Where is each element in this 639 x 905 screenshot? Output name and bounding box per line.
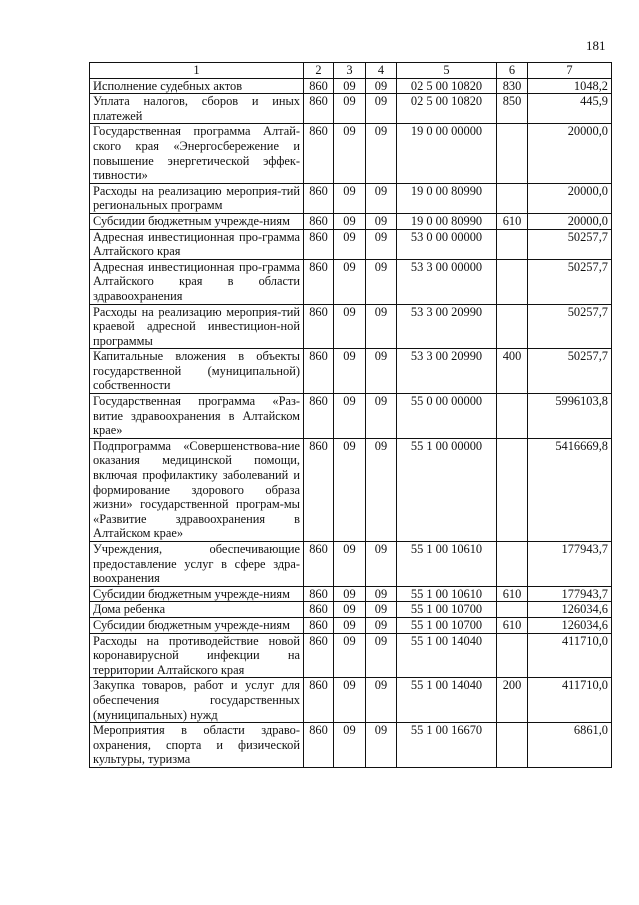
column-header: 3 xyxy=(334,63,366,79)
expense-type-cell xyxy=(497,304,528,349)
ministry-code-cell: 860 xyxy=(304,723,334,768)
subsection-code-cell: 09 xyxy=(366,304,397,349)
ministry-code-cell: 860 xyxy=(304,438,334,541)
row-name-cell: Субсидии бюджетным учрежде-ниям xyxy=(90,617,304,633)
expense-type-cell: 610 xyxy=(497,213,528,229)
target-article-cell: 55 0 00 00000 xyxy=(397,394,497,439)
amount-cell: 1048,2 xyxy=(528,78,612,94)
amount-cell: 50257,7 xyxy=(528,349,612,394)
row-name-cell: Учреждения, обеспечивающие предоставление услуг в сфере здра-воохранения xyxy=(90,542,304,587)
ministry-code-cell: 860 xyxy=(304,259,334,304)
target-article-cell: 55 1 00 10700 xyxy=(397,617,497,633)
section-code-cell: 09 xyxy=(334,723,366,768)
amount-cell: 20000,0 xyxy=(528,213,612,229)
table-row xyxy=(90,438,612,541)
section-code-cell: 09 xyxy=(334,542,366,587)
amount-cell: 50257,7 xyxy=(528,304,612,349)
amount-cell: 411710,0 xyxy=(528,678,612,723)
row-name-cell: Государственная программа «Раз-витие здравоохранения в Алтайском крае» xyxy=(90,394,304,439)
section-code-cell: 09 xyxy=(334,394,366,439)
ministry-code-cell: 860 xyxy=(304,183,334,213)
section-code-cell: 09 xyxy=(334,586,366,602)
section-code-cell: 09 xyxy=(334,304,366,349)
amount-cell: 177943,7 xyxy=(528,586,612,602)
section-code-cell: 09 xyxy=(334,602,366,618)
column-header: 5 xyxy=(397,63,497,79)
amount-cell: 411710,0 xyxy=(528,633,612,678)
row-name-cell: Закупка товаров, работ и услуг для обеспечения государственных (муниципальных) нужд xyxy=(90,678,304,723)
table-row xyxy=(90,542,612,587)
table-row xyxy=(90,304,612,349)
target-article-cell: 02 5 00 10820 xyxy=(397,78,497,94)
subsection-code-cell: 09 xyxy=(366,229,397,259)
expense-type-cell: 830 xyxy=(497,78,528,94)
table-row xyxy=(90,94,612,124)
row-name-cell: Адресная инвестиционная про-грамма Алтайского края xyxy=(90,229,304,259)
expense-type-cell xyxy=(497,259,528,304)
row-name-cell: Адресная инвестиционная про-грамма Алтайского края в области здравоохранения xyxy=(90,259,304,304)
target-article-cell: 55 1 00 14040 xyxy=(397,633,497,678)
target-article-cell: 19 0 00 00000 xyxy=(397,124,497,183)
target-article-cell: 19 0 00 80990 xyxy=(397,183,497,213)
subsection-code-cell: 09 xyxy=(366,78,397,94)
section-code-cell: 09 xyxy=(334,259,366,304)
amount-cell: 5996103,8 xyxy=(528,394,612,439)
subsection-code-cell: 09 xyxy=(366,542,397,587)
expense-type-cell: 850 xyxy=(497,94,528,124)
ministry-code-cell: 860 xyxy=(304,602,334,618)
row-name-cell: Расходы на реализацию мероприя-тий региональных программ xyxy=(90,183,304,213)
section-code-cell: 09 xyxy=(334,349,366,394)
ministry-code-cell: 860 xyxy=(304,586,334,602)
ministry-code-cell: 860 xyxy=(304,394,334,439)
section-code-cell: 09 xyxy=(334,229,366,259)
target-article-cell: 53 3 00 00000 xyxy=(397,259,497,304)
expense-type-cell xyxy=(497,633,528,678)
column-header: 2 xyxy=(304,63,334,79)
ministry-code-cell: 860 xyxy=(304,78,334,94)
section-code-cell: 09 xyxy=(334,438,366,541)
table-row xyxy=(90,229,612,259)
amount-cell: 50257,7 xyxy=(528,259,612,304)
column-header: 6 xyxy=(497,63,528,79)
subsection-code-cell: 09 xyxy=(366,617,397,633)
ministry-code-cell: 860 xyxy=(304,94,334,124)
row-name-cell: Подпрограмма «Совершенствова-ние оказания медицинской помощи, включая профилактику заболеваний и формирование здорового образа жизни» государственной програм-мы «Развитие здравоохранения в Алтайском крае» xyxy=(90,438,304,541)
row-name-cell: Уплата налогов, сборов и иных платежей xyxy=(90,94,304,124)
section-code-cell: 09 xyxy=(334,633,366,678)
expense-type-cell xyxy=(497,723,528,768)
target-article-cell: 19 0 00 80990 xyxy=(397,213,497,229)
column-header: 1 xyxy=(90,63,304,79)
expense-type-cell xyxy=(497,183,528,213)
target-article-cell: 55 1 00 10610 xyxy=(397,542,497,587)
target-article-cell: 53 3 00 20990 xyxy=(397,304,497,349)
column-header: 4 xyxy=(366,63,397,79)
amount-cell: 5416669,8 xyxy=(528,438,612,541)
expense-type-cell: 200 xyxy=(497,678,528,723)
section-code-cell: 09 xyxy=(334,124,366,183)
row-name-cell: Субсидии бюджетным учрежде-ниям xyxy=(90,213,304,229)
amount-cell: 20000,0 xyxy=(528,124,612,183)
table-row xyxy=(90,617,612,633)
section-code-cell: 09 xyxy=(334,678,366,723)
table-row xyxy=(90,124,612,183)
target-article-cell: 02 5 00 10820 xyxy=(397,94,497,124)
row-name-cell: Капитальные вложения в объекты государственной (муниципальной) собственности xyxy=(90,349,304,394)
amount-cell: 445,9 xyxy=(528,94,612,124)
expense-type-cell xyxy=(497,542,528,587)
section-code-cell: 09 xyxy=(334,183,366,213)
ministry-code-cell: 860 xyxy=(304,678,334,723)
amount-cell: 20000,0 xyxy=(528,183,612,213)
expense-type-cell: 610 xyxy=(497,586,528,602)
subsection-code-cell: 09 xyxy=(366,633,397,678)
table-row xyxy=(90,723,612,768)
target-article-cell: 55 1 00 00000 xyxy=(397,438,497,541)
target-article-cell: 53 0 00 00000 xyxy=(397,229,497,259)
subsection-code-cell: 09 xyxy=(366,124,397,183)
section-code-cell: 09 xyxy=(334,78,366,94)
table-row xyxy=(90,586,612,602)
budget-table xyxy=(89,62,612,768)
row-name-cell: Расходы на реализацию мероприя-тий краевой адресной инвестицион-ной программы xyxy=(90,304,304,349)
target-article-cell: 55 1 00 16670 xyxy=(397,723,497,768)
expense-type-cell xyxy=(497,394,528,439)
subsection-code-cell: 09 xyxy=(366,602,397,618)
expense-type-cell xyxy=(497,229,528,259)
ministry-code-cell: 860 xyxy=(304,304,334,349)
table-header-row xyxy=(90,63,612,79)
ministry-code-cell: 860 xyxy=(304,542,334,587)
target-article-cell: 55 1 00 14040 xyxy=(397,678,497,723)
row-name-cell: Дома ребенка xyxy=(90,602,304,618)
ministry-code-cell: 860 xyxy=(304,349,334,394)
target-article-cell: 53 3 00 20990 xyxy=(397,349,497,394)
amount-cell: 6861,0 xyxy=(528,723,612,768)
row-name-cell: Субсидии бюджетным учрежде-ниям xyxy=(90,586,304,602)
table-row xyxy=(90,259,612,304)
subsection-code-cell: 09 xyxy=(366,394,397,439)
row-name-cell: Расходы на противодействие новой коронавирусной инфекции на территории Алтайского края xyxy=(90,633,304,678)
subsection-code-cell: 09 xyxy=(366,213,397,229)
table-row xyxy=(90,183,612,213)
amount-cell: 126034,6 xyxy=(528,617,612,633)
section-code-cell: 09 xyxy=(334,617,366,633)
subsection-code-cell: 09 xyxy=(366,183,397,213)
ministry-code-cell: 860 xyxy=(304,213,334,229)
table-row xyxy=(90,394,612,439)
ministry-code-cell: 860 xyxy=(304,633,334,678)
expense-type-cell xyxy=(497,124,528,183)
section-code-cell: 09 xyxy=(334,213,366,229)
row-name-cell: Государственная программа Алтай-ского края «Энергосбережение и повышение энергетической эффек-тивности» xyxy=(90,124,304,183)
expense-type-cell: 400 xyxy=(497,349,528,394)
table-row xyxy=(90,602,612,618)
table-row xyxy=(90,213,612,229)
subsection-code-cell: 09 xyxy=(366,349,397,394)
ministry-code-cell: 860 xyxy=(304,617,334,633)
subsection-code-cell: 09 xyxy=(366,678,397,723)
subsection-code-cell: 09 xyxy=(366,259,397,304)
ministry-code-cell: 860 xyxy=(304,229,334,259)
table-row xyxy=(90,633,612,678)
page-number: 181 xyxy=(586,38,606,53)
table-row xyxy=(90,678,612,723)
expense-type-cell xyxy=(497,602,528,618)
table-row xyxy=(90,78,612,94)
amount-cell: 177943,7 xyxy=(528,542,612,587)
ministry-code-cell: 860 xyxy=(304,124,334,183)
section-code-cell: 09 xyxy=(334,94,366,124)
row-name-cell: Мероприятия в области здраво-охранения, спорта и физической культуры, туризма xyxy=(90,723,304,768)
subsection-code-cell: 09 xyxy=(366,586,397,602)
target-article-cell: 55 1 00 10610 xyxy=(397,586,497,602)
expense-type-cell: 610 xyxy=(497,617,528,633)
subsection-code-cell: 09 xyxy=(366,723,397,768)
subsection-code-cell: 09 xyxy=(366,438,397,541)
amount-cell: 50257,7 xyxy=(528,229,612,259)
target-article-cell: 55 1 00 10700 xyxy=(397,602,497,618)
amount-cell: 126034,6 xyxy=(528,602,612,618)
subsection-code-cell: 09 xyxy=(366,94,397,124)
column-header: 7 xyxy=(528,63,612,79)
row-name-cell: Исполнение судебных актов xyxy=(90,78,304,94)
expense-type-cell xyxy=(497,438,528,541)
table-row xyxy=(90,349,612,394)
